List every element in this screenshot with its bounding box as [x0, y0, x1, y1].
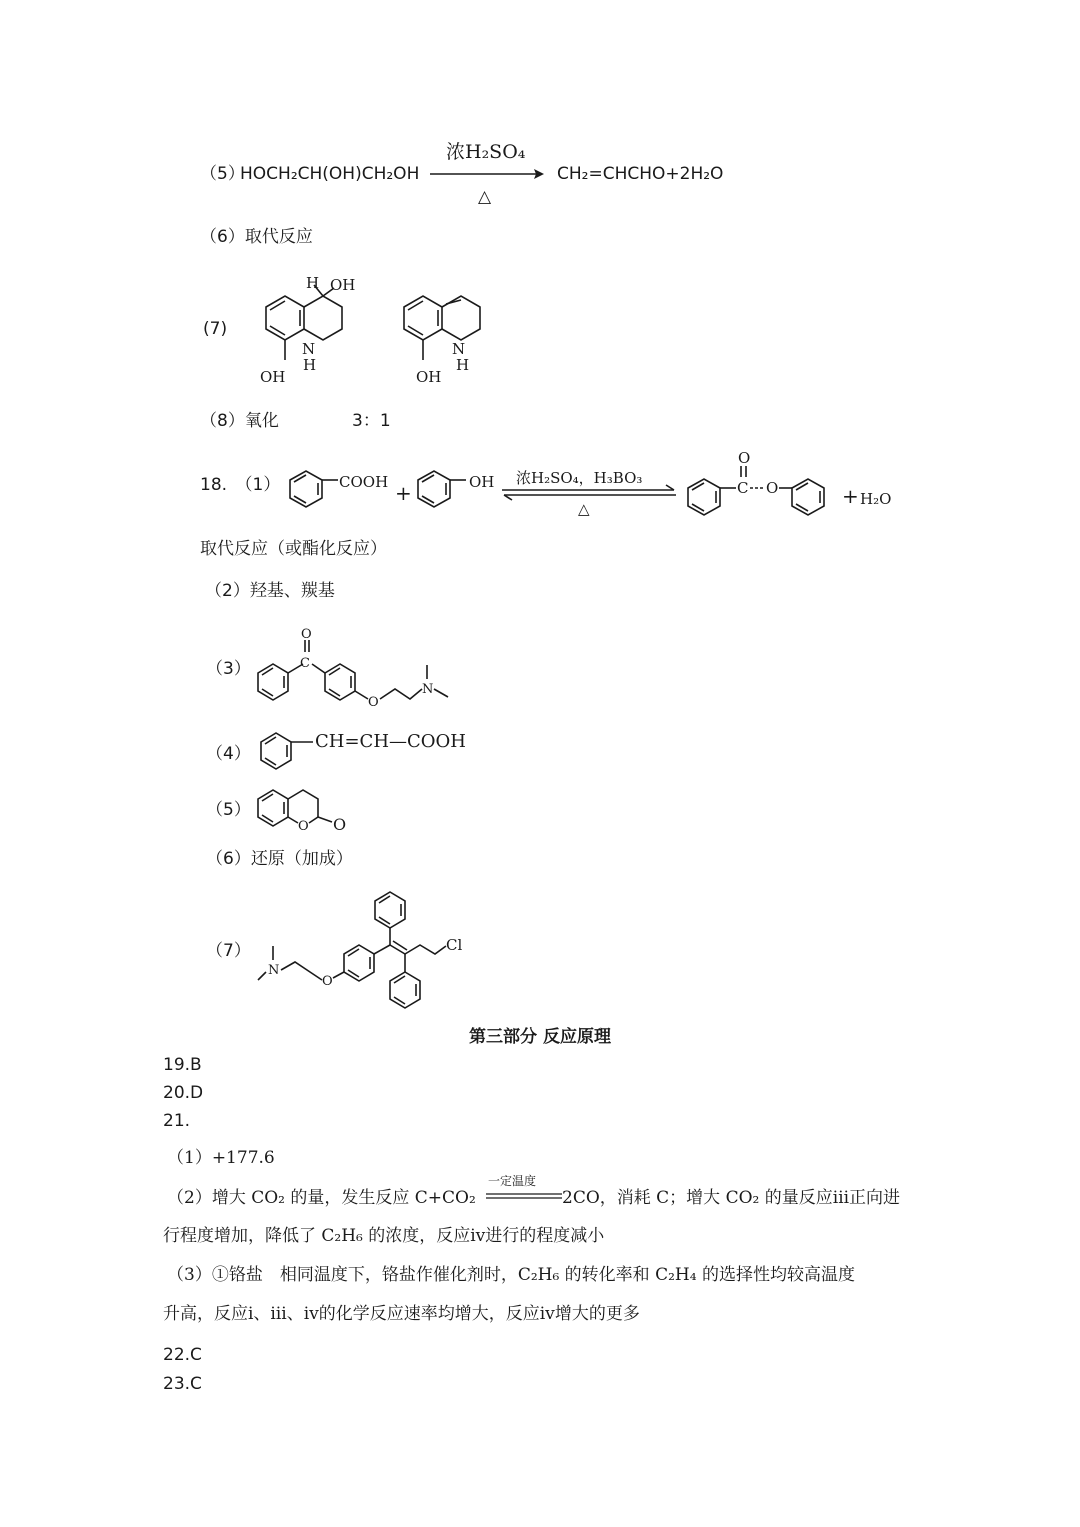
condition-bottom: △ [578, 500, 590, 518]
q21-part3-line2: 升高，反应ⅰ、ⅲ、ⅳ的化学反应速率均增大，反应ⅳ增大的更多 [163, 1304, 640, 1324]
q21-part2-line2: 行程度增加，降低了 C₂H₆ 的浓度，反应ⅳ进行的程度减小 [163, 1226, 605, 1246]
item7-cl: Cl [446, 936, 463, 954]
q18-item1-reaction-type: 取代反应（或酯化反应） [200, 539, 387, 559]
q21-part3-line1: （3）①铬盐 相同温度下，铬盐作催化剂时，C₂H₆ 的转化率和 C₂H₄ 的选择性均较高温度 [167, 1265, 855, 1285]
q21-number: 21. [163, 1111, 191, 1131]
q19-answer: 19.B [163, 1055, 202, 1075]
q21-part1: （1）+177.6 [167, 1148, 275, 1168]
q18-item5-structure [252, 786, 362, 836]
q22-answer: 22.C [163, 1345, 202, 1365]
mol2-nh: H [456, 356, 470, 374]
mol2-n: N [452, 340, 466, 358]
q17-item5-condition-top: 浓H₂SO₄ [446, 141, 526, 163]
item3-o-top: O [301, 627, 312, 642]
q21-part2-condition: 一定温度 [488, 1174, 537, 1188]
q17-item7-number: (7) [203, 319, 228, 339]
q23-answer: 23.C [163, 1374, 202, 1394]
q18-item7-structure [250, 884, 480, 1024]
q18-item3-structure [250, 625, 480, 715]
product-water: H₂O [860, 490, 892, 508]
q17-item5-product: CH₂=CHCHO+2H₂O [557, 164, 724, 184]
mol1-oh-top: OH [330, 276, 356, 294]
plus-2: + [842, 484, 859, 508]
mol1-oh-bottom: OH [260, 368, 286, 386]
item5-ring-o: O [298, 819, 309, 834]
reactant1-cooh: COOH [339, 473, 389, 491]
q18-item5-number: （5） [206, 800, 251, 820]
reactant2-oh: OH [469, 473, 495, 491]
mol1-h: H [306, 274, 320, 292]
q17-item5-number: （5） [200, 164, 245, 184]
q17-item8: （8）氧化 [200, 411, 279, 431]
q18-item1-reaction [280, 448, 920, 528]
product-c: C [737, 479, 749, 497]
plus-1: + [395, 481, 412, 505]
q18-item4-chain: CH=CH—COOH [315, 731, 467, 752]
item3-n: N [422, 682, 434, 697]
q21-part2-line1a: （2）增大 CO₂ 的量，发生反应 C+CO₂ [167, 1188, 476, 1208]
q21-part2-line1b: 2CO，消耗 C；增大 CO₂ 的量反应ⅲ正向进 [562, 1188, 901, 1208]
q17-item7-structure-2 [396, 272, 516, 392]
item7-o: O [322, 974, 333, 989]
q17-item5-reactant: HOCH₂CH(OH)CH₂OH [240, 164, 420, 184]
q18-item7-number: （7） [206, 941, 251, 961]
item7-n: N [268, 963, 280, 978]
q18-item6: （6）还原（加成） [206, 849, 353, 869]
q17-item8-ratio: 3：1 [352, 411, 391, 431]
item5-carbonyl-o: O [333, 815, 347, 834]
mol1-n: N [302, 340, 316, 358]
q17-item5-reaction-arrow [428, 164, 558, 184]
q18-item2: （2）羟基、羰基 [205, 581, 335, 601]
mol1-nh: H [303, 356, 317, 374]
product-ester-o: O [766, 479, 779, 497]
q17-item5-condition-bottom: △ [478, 187, 492, 207]
q17-item7-structure-1 [240, 272, 360, 392]
q20-answer: 20.D [163, 1083, 204, 1103]
q18-item4-number: （4） [206, 744, 251, 764]
q18-item4-benzene [255, 724, 315, 774]
product-carbonyl-o: O [738, 449, 751, 467]
q17-item6: （6）取代反应 [200, 227, 313, 247]
condition-top: 浓H₂SO₄，H₃BO₃ [516, 469, 643, 487]
q18-item1-label: 18. （1） [200, 475, 281, 495]
item3-c: C [300, 656, 310, 671]
mol2-oh-bottom: OH [416, 368, 442, 386]
q21-part2-equals-arrow [486, 1192, 566, 1202]
item3-o: O [368, 695, 379, 710]
section3-title: 第三部分 反应原理 [469, 1027, 611, 1047]
q18-item3-number: （3） [206, 659, 251, 679]
